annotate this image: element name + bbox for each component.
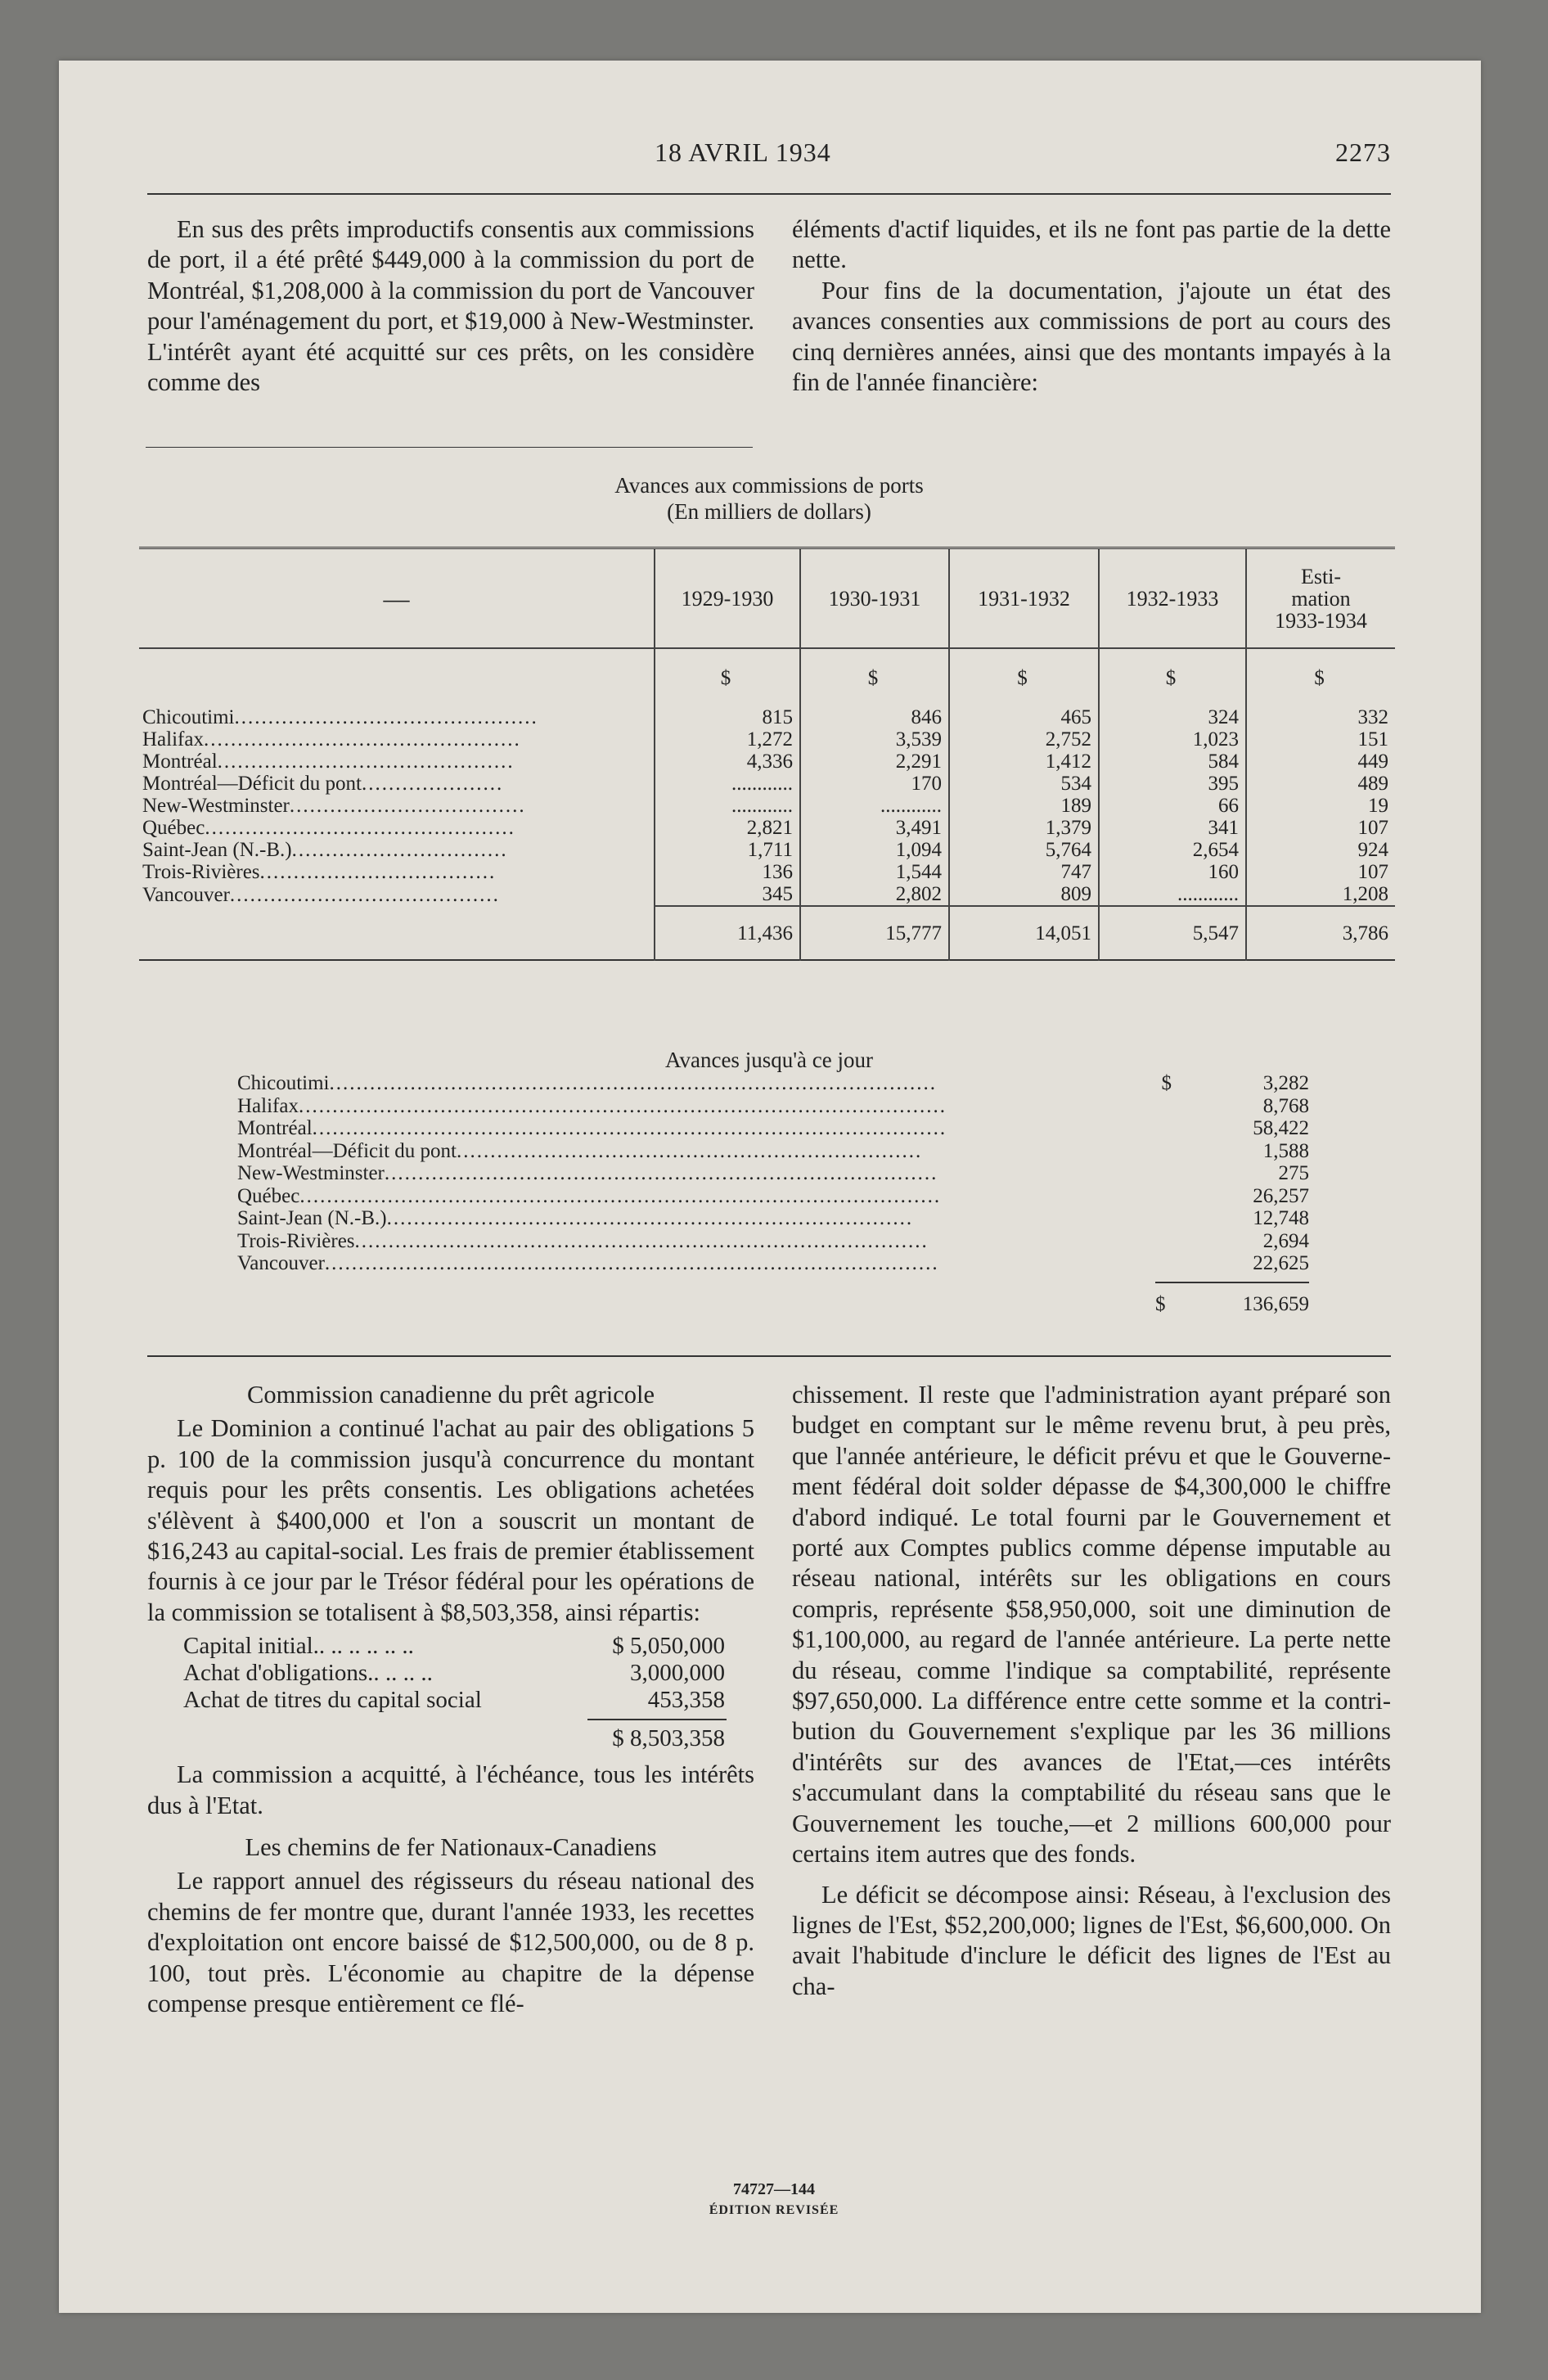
intro-right-paragraph-2: Pour fins de la documentation, j'ajoute un état des avances consenties aux commissions de port au cours des cinq dernières années, ainsi que des montants impayés à la fin de l'année financière: <box>792 276 1391 397</box>
item-label: Saint-Jean (N.-B.) <box>237 1207 387 1229</box>
unit-cell: $ <box>655 648 800 706</box>
table-cell: 1,208 <box>1246 883 1395 906</box>
table-cell: 395 <box>1099 773 1246 795</box>
total-cell: 5,547 <box>1099 906 1246 960</box>
advances-table-subtitle: (En milliers de dollars) <box>667 499 871 524</box>
page-header <box>147 137 1391 174</box>
row-label: Saint-Jean (N.-B.) <box>142 839 292 861</box>
unit-cell: $ <box>800 648 949 706</box>
currency-sign: $ <box>1161 1072 1172 1094</box>
table-cell: 5,764 <box>949 839 1099 861</box>
item-value: 453,358 <box>647 1687 725 1714</box>
intro-right-column <box>792 214 1391 398</box>
table-cell: 1,272 <box>655 728 800 751</box>
table-cell: 584 <box>1099 751 1246 773</box>
intro-end-rule <box>146 447 753 448</box>
column-header-1931: 1931-1932 <box>949 548 1099 649</box>
table-cell: 2,291 <box>800 751 949 773</box>
intro-left-column <box>147 214 754 398</box>
leader-dots: ................................... <box>259 861 497 883</box>
table-cell: 2,802 <box>800 883 949 906</box>
table-cell: ............ <box>800 795 949 817</box>
column-header-1932: 1932-1933 <box>1099 548 1246 649</box>
item-value: 1,588 <box>1262 1139 1309 1162</box>
table-cell: 332 <box>1246 706 1395 728</box>
table-cell: 4,336 <box>655 751 800 773</box>
table-cell: 534 <box>949 773 1099 795</box>
table-cell: 341 <box>1099 817 1246 839</box>
item-label: Achat d'obligations.. .. .. .. <box>183 1660 433 1687</box>
list-item: Chicoutimi.......................................................................................... $ 3,282 <box>237 1072 1309 1094</box>
row-label: Montréal—Déficit du pont <box>142 773 362 795</box>
table-cell: 189 <box>949 795 1099 817</box>
list-item: Halifax................................................................................................ 8,768 <box>237 1094 1309 1117</box>
section-heading-railways: Les chemins de fer Nationaux-Canadiens <box>245 1833 657 1862</box>
capital-breakdown <box>147 1633 754 1756</box>
column-header-estimation: Esti- mation 1933-1934 <box>1246 548 1395 649</box>
table-cell: 2,821 <box>655 817 800 839</box>
row-label: Trois-Rivières <box>142 861 260 883</box>
list-item: Québec............................................................................................... 26,257 <box>237 1184 1309 1207</box>
table-cell: 846 <box>800 706 949 728</box>
row-label: Québec <box>142 817 205 839</box>
currency-sign: $ <box>1155 1292 1166 1315</box>
list-item: Vancouver........................................................................................... 22,625 <box>237 1252 1309 1274</box>
list-item: Montréal—Déficit du pont..................................................................... 1,588 <box>237 1139 1309 1162</box>
table-cell: 324 <box>1099 706 1246 728</box>
section-heading-farm-loan: Commission canadienne du prêt agricole <box>246 1381 655 1409</box>
table-cell: 924 <box>1246 839 1395 861</box>
list-item: New-Westminster.................................................................................. 275 <box>237 1162 1309 1184</box>
list-item: Saint-Jean (N.-B.).............................................................................. 12,748 <box>237 1207 1309 1229</box>
list-item <box>147 1687 754 1714</box>
item-value: 22,625 <box>1253 1252 1309 1274</box>
table-row <box>139 751 1395 773</box>
table-cell: 1,094 <box>800 839 949 861</box>
item-value: 2,694 <box>1262 1229 1309 1252</box>
table-cell: 2,752 <box>949 728 1099 751</box>
unit-row <box>139 648 1395 706</box>
deficit-paragraph: Le déficit se décompose ainsi: Réseau, à l'exclusion des lignes de l'Est, $52,200,000; lignes de l'Est, $6,600,000. On avait l'habitude d'inclure le déficit des lignes de l'Est au cha- <box>792 1880 1391 2000</box>
leader-dots: ............................................... <box>203 728 521 751</box>
item-value: 3,282 <box>1262 1072 1309 1094</box>
item-label: Québec <box>237 1184 300 1207</box>
row-label: New-Westminster <box>142 795 290 817</box>
item-label: Trois-Rivières <box>237 1229 355 1252</box>
list-item: Montréal.............................................................................................. 58,422 <box>237 1117 1309 1139</box>
item-label: Montréal <box>237 1117 313 1139</box>
leader-dots: .............................................. <box>205 817 515 839</box>
unit-cell: $ <box>949 648 1099 706</box>
row-label: Halifax <box>142 728 204 751</box>
lower-left-column <box>147 1380 754 2020</box>
page-number: 2273 <box>1335 137 1391 167</box>
table-cell: 1,412 <box>949 751 1099 773</box>
table-cell: 107 <box>1246 817 1395 839</box>
table-cell: 1,379 <box>949 817 1099 839</box>
table-cell: 809 <box>949 883 1099 906</box>
item-value: 26,257 <box>1253 1184 1309 1207</box>
item-label: New-Westminster <box>237 1162 385 1184</box>
section-rule <box>147 1355 1391 1357</box>
intro-right-paragraph-1: éléments d'actif liquides, et ils ne font pas partie de la dette nette. <box>792 215 1391 274</box>
row-label: Chicoutimi <box>142 706 235 728</box>
table-cell: 489 <box>1246 773 1395 795</box>
total-cell: 14,051 <box>949 906 1099 960</box>
item-label: Chicoutimi <box>237 1072 330 1094</box>
railways-paragraph: Le rapport annuel des régisseurs du réseau national des chemins de fer montre que, durant l'année 1933, les recettes d'exploitation ont encore baissé de $12,500,000, ou de 8 p. 100, tout près. L'économie au chapitre de la dépense compense presque entièrement ce flé- <box>147 1867 754 2018</box>
table-row <box>139 706 1395 728</box>
list-item <box>147 1660 754 1687</box>
item-value: 3,000,000 <box>630 1660 725 1687</box>
leader-dots: ..................... <box>362 773 504 795</box>
leader-dots: ............................................. <box>234 706 538 728</box>
item-value: 275 <box>1278 1162 1309 1184</box>
table-cell: 2,654 <box>1099 839 1246 861</box>
to-date-total <box>1155 1282 1309 1324</box>
unit-cell: $ <box>1099 648 1246 706</box>
table-row <box>139 817 1395 839</box>
table-cell: 3,539 <box>800 728 949 751</box>
item-label: Halifax <box>237 1094 299 1117</box>
row-label: Montréal <box>142 751 218 773</box>
leader-dots: ............................................ <box>217 751 515 773</box>
table-row <box>139 795 1395 817</box>
leader-dots: ................................ <box>291 839 508 861</box>
table-cell: 1,711 <box>655 839 800 861</box>
table-cell: 747 <box>949 861 1099 883</box>
table-row <box>139 728 1395 751</box>
table-cell: 3,491 <box>800 817 949 839</box>
capital-total <box>147 1714 754 1756</box>
table-cell: 160 <box>1099 861 1246 883</box>
table-row <box>139 773 1395 795</box>
total-cell: 3,786 <box>1246 906 1395 960</box>
to-date-list <box>237 1072 1309 1324</box>
table-header-row <box>139 548 1395 649</box>
railways-paragraph-continued: chissement. Il reste que l'administration ayant préparé son budget en comptant sur le même revenu brut, à peu près, que l'année antérieure, le déficit prévu et que le Gouvernement fédéral doit solder dépasse de $4,300,000 le chiffre d'abord indiqué. Le total fourni par le Gouvernement et porté aux Comptes publics comme dépense imputable au réseau national, intérêts sur les obligations en cours compris, représente $58,950,000, soit une diminution de $1,100,000, au regard de l'année antérieure. La perte nette du réseau, comme l'indique sa comptabilité, représente $97,650,000. La différence entre cette somme et la contribution du Gouvernement s'explique par les 36 millions d'intérêts sur des avances de l'Etat,—ces intérêts s'accumulant dans la comptabilité du réseau sans que le Gouvernement les touche,—et 2 millions 600,000 pour certains item autres que des fonds. <box>792 1381 1391 1868</box>
item-value: 58,422 <box>1253 1117 1309 1139</box>
table-cell: 1,023 <box>1099 728 1246 751</box>
column-header-1930: 1930-1931 <box>800 548 949 649</box>
table-cell: 19 <box>1246 795 1395 817</box>
table-cell: 170 <box>800 773 949 795</box>
item-value: 8,768 <box>1262 1094 1309 1117</box>
footer-code: 74727—144 <box>733 2180 815 2198</box>
farm-loan-paragraph-2: La commission a acquitté, à l'échéance, tous les intérêts dus à l'Etat. <box>147 1760 754 1819</box>
table-cell: 66 <box>1099 795 1246 817</box>
table-cell: ............ <box>655 773 800 795</box>
table-cell: ............ <box>1099 883 1246 906</box>
table-cell: 465 <box>949 706 1099 728</box>
table-cell: 136 <box>655 861 800 883</box>
leader-dots: ........................................ <box>229 883 500 906</box>
table-cell: 449 <box>1246 751 1395 773</box>
table-row <box>139 839 1395 861</box>
table-cell: 345 <box>655 883 800 906</box>
table-cell: 815 <box>655 706 800 728</box>
leader-dots: ................................... <box>289 795 526 817</box>
column-header-label: — <box>383 583 410 613</box>
intro-left-paragraph: En sus des prêts improductifs consentis aux commissions de port, il a été prêté $449,000 à la commission du port de Montréal, $1,208,000 à la commission du port de Vancouver pour l'aménagement du port, et $19,000 à New-Westminster. L'intérêt ayant été acquitté sur ces prêts, on les considère comme des <box>147 215 754 397</box>
row-label: Vancouver <box>142 883 230 906</box>
item-label: Vancouver <box>237 1252 325 1274</box>
unit-cell: $ <box>1246 648 1395 706</box>
to-date-title: Avances jusqu'à ce jour <box>664 1048 874 1072</box>
lower-right-column <box>792 1380 1391 2002</box>
total-cell: 15,777 <box>800 906 949 960</box>
list-item: Trois-Rivières..................................................................................... 2,694 <box>237 1229 1309 1252</box>
table-cell: 107 <box>1246 861 1395 883</box>
item-value: $ 5,050,000 <box>612 1633 725 1660</box>
advances-table <box>139 547 1395 961</box>
footer-edition: ÉDITION REVISÉE <box>709 2203 839 2217</box>
totals-row <box>139 906 1395 960</box>
table-row <box>139 883 1395 906</box>
table-cell: 151 <box>1246 728 1395 751</box>
advances-table-title: Avances aux commissions de ports <box>614 473 924 498</box>
table-row <box>139 861 1395 883</box>
item-value: 12,748 <box>1253 1207 1309 1229</box>
column-header-1929: 1929-1930 <box>655 548 800 649</box>
total-value: 136,659 <box>1242 1292 1309 1315</box>
header-rule <box>147 193 1391 195</box>
total-value: $ 8,503,358 <box>612 1725 725 1752</box>
table-cell: ............ <box>655 795 800 817</box>
item-label: Capital initial.. .. .. .. .. .. <box>183 1633 414 1660</box>
list-item <box>147 1633 754 1660</box>
header-date: 18 AVRIL 1934 <box>655 137 831 167</box>
total-cell: 11,436 <box>655 906 800 960</box>
farm-loan-paragraph: Le Dominion a continué l'achat au pair des obligations 5 p. 100 de la commission jusqu'à concurrence du montant requis pour les prêts consentis. Les obligations achetées s'élèvent à $400,000 et l'on a souscrit un montant de $16,243 au capital-social. Les frais de premier établissement fournis à ce jour par le Trésor fédéral pour les opérations de la commission se totalisent à $8,503,358, ainsi répartis: <box>147 1414 754 1626</box>
table-cell: 1,544 <box>800 861 949 883</box>
item-label: Montréal—Déficit du pont <box>237 1139 457 1162</box>
item-label: Achat de titres du capital social <box>183 1687 482 1714</box>
